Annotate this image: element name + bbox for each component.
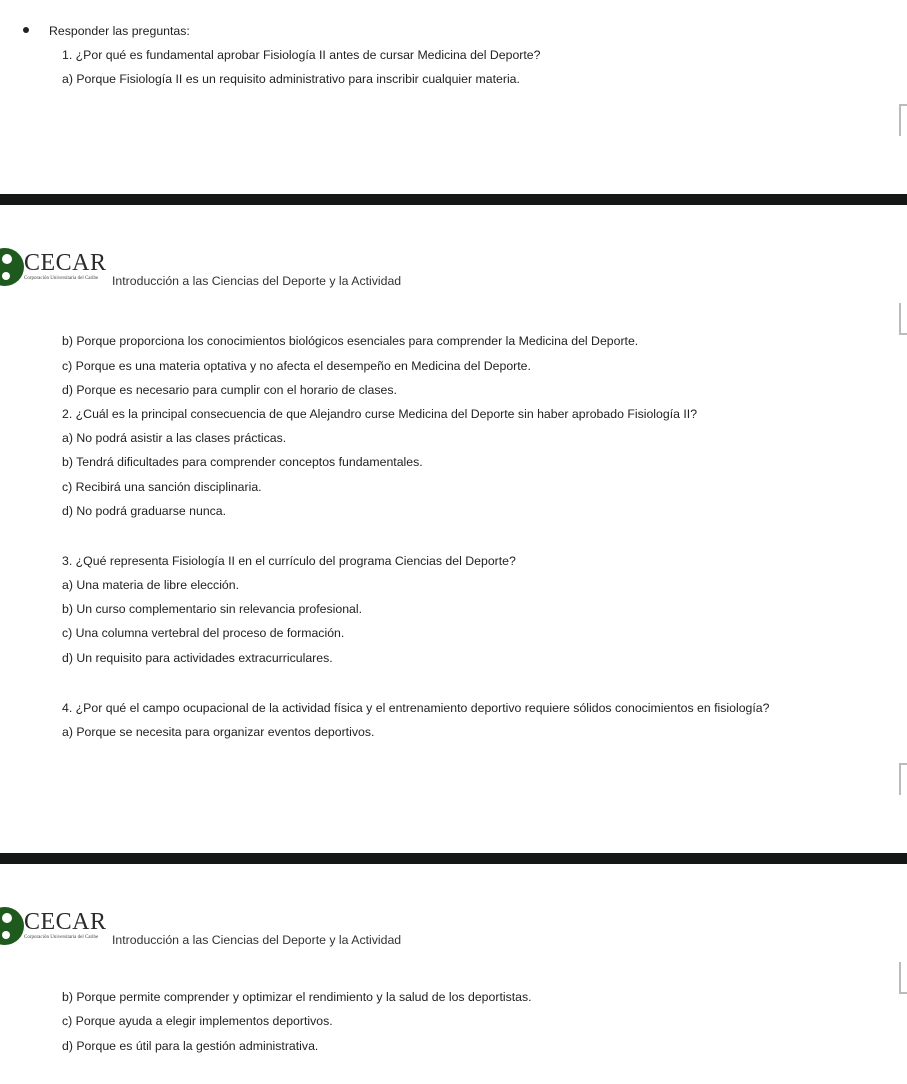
- cecar-logo: CECAR Corporación Universitaria del Caribe: [0, 903, 110, 948]
- page-corner-mark: [899, 763, 907, 795]
- option: d) Un requisito para actividades extracurriculares.: [62, 651, 333, 665]
- option: a) Porque Fisiología II es un requisito administrativo para inscribir cualquier materia.: [62, 72, 520, 86]
- option: c) Porque ayuda a elegir implementos deportivos.: [62, 1014, 333, 1028]
- cecar-logo: CECAR Corporación Universitaria del Caribe: [0, 244, 110, 289]
- option: d) Porque es útil para la gestión administrativa.: [62, 1039, 319, 1053]
- page-corner-mark: [899, 303, 907, 335]
- option: b) Porque proporciona los conocimientos biológicos esenciales para comprender la Medicina del Deporte.: [62, 334, 639, 348]
- question-3: 3. ¿Qué representa Fisiología II en el currículo del programa Ciencias del Deporte?: [62, 554, 516, 568]
- option: d) Porque es necesario para cumplir con el horario de clases.: [62, 383, 397, 397]
- course-header: Introducción a las Ciencias del Deporte y la Actividad: [112, 274, 402, 288]
- page-divider: [0, 194, 907, 205]
- option: b) Porque permite comprender y optimizar el rendimiento y la salud de los deportistas.: [62, 990, 532, 1004]
- option: b) Un curso complementario sin relevancia profesional.: [62, 602, 363, 616]
- question-1: 1. ¿Por qué es fundamental aprobar Fisiología II antes de cursar Medicina del Deporte?: [62, 48, 541, 62]
- page-corner-mark: [899, 104, 907, 136]
- course-header: Introducción a las Ciencias del Deporte y la Actividad: [112, 933, 402, 947]
- page-divider: [0, 853, 907, 864]
- option: c) Una columna vertebral del proceso de formación.: [62, 626, 345, 640]
- option: a) Una materia de libre elección.: [62, 578, 240, 592]
- option: b) Tendrá dificultades para comprender conceptos fundamentales.: [62, 455, 423, 469]
- option: d) No podrá graduarse nunca.: [62, 504, 227, 518]
- instruction: Responder las preguntas:: [49, 24, 190, 38]
- option: c) Recibirá una sanción disciplinaria.: [62, 480, 262, 494]
- option: a) No podrá asistir a las clases prácticas.: [62, 431, 287, 445]
- page-corner-mark: [899, 962, 907, 994]
- question-2: 2. ¿Cuál es la principal consecuencia de que Alejandro curse Medicina del Deporte sin haber aprobado Fisiología II?: [62, 407, 698, 421]
- question-4: 4. ¿Por qué el campo ocupacional de la actividad física y el entrenamiento deportivo requiere sólidos conocimientos en fisiología?: [62, 701, 770, 715]
- option: c) Porque es una materia optativa y no afecta el desempeño en Medicina del Deporte.: [62, 359, 531, 373]
- option: a) Porque se necesita para organizar eventos deportivos.: [62, 725, 375, 739]
- bullet-icon: [23, 27, 29, 33]
